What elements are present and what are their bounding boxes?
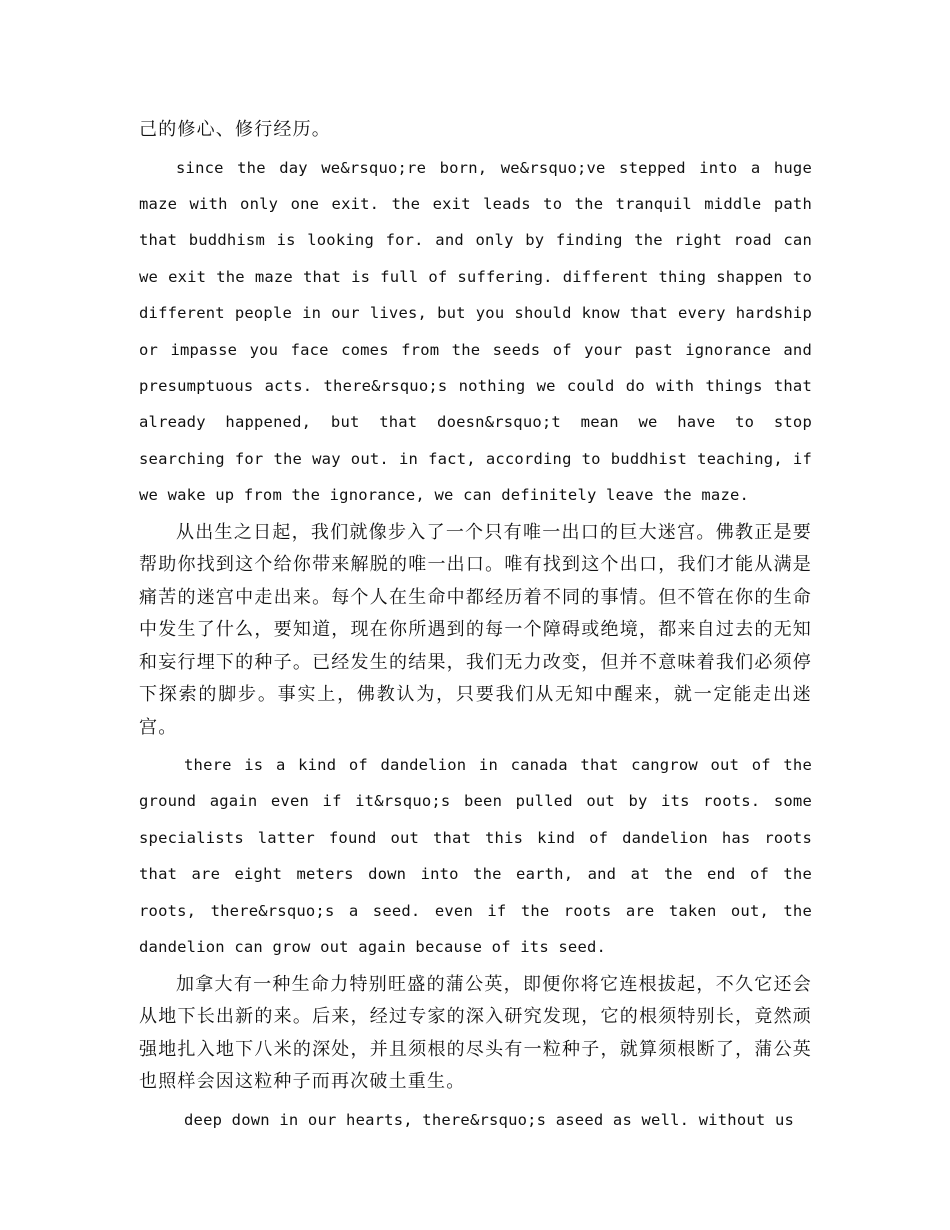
paragraph-zh-continuation: 己的修心、修行经历。	[139, 119, 331, 140]
paragraph-en-maze: since the day we&rsquo;re born, we&rsquo;ve stepped into a huge maze with only one exit. the exit leads to the tranquil middle path that buddhism is looking for. and only by finding the right road can we exit the maze that is full of suffering. different thing shappen to different people in our lives, but you should know that every hardship or impasse you face comes from the seeds of your past ignorance and presumptuous acts. there&rsquo;s nothing we could do with things that already happened, but that doesn&rsquo;t mean we have to stop searching for the way out. in fact, according to buddhist teaching, if we wake up from the ignorance, we can definitely leave the maze.	[139, 158, 812, 505]
paragraph-en-seed: deep down in our hearts, there&rsquo;s aseed as well. without us	[184, 1110, 795, 1129]
document-body	[139, 114, 812, 1138]
paragraph-zh-dandelion: 加拿大有一种生命力特别旺盛的蒲公英，即便你将它连根拔起，不久它还会从地下长出新的来。后来，经过专家的深入研究发现，它的根须特别长，竟然顽强地扎入地下八米的深处，并且须根的尽头有一粒种子，就算须根断了，蒲公英也照样会因这粒种子而再次破土重生。	[139, 973, 812, 1092]
paragraph-en-dandelion: there is a kind of dandelion in canada that cangrow out of the ground again even if it&rsquo;s been pulled out by its roots. some specialists latter found out that this kind of dandelion has roots that are eight meters down into the earth, and at the end of the roots, there&rsquo;s a seed. even if the roots are taken out, the dandelion can grow out again because of its seed.	[139, 756, 812, 957]
paragraph-zh-maze: 从出生之日起，我们就像步入了一个只有唯一出口的巨大迷宫。佛教正是要帮助你找到这个给你带来解脱的唯一出口。唯有找到这个出口，我们才能从满是痛苦的迷宫中走出来。每个人在生命中都经历着不同的事情。但不管在你的生命中发生了什么，要知道，现在你所遇到的每一个障碍或绝境，都来自过去的无知和妄行埋下的种子。已经发生的结果，我们无力改变，但并不意味着我们必须停下探索的脚步。事实上，佛教认为，只要我们从无知中醒来，就一定能走出迷宫。	[139, 521, 812, 738]
